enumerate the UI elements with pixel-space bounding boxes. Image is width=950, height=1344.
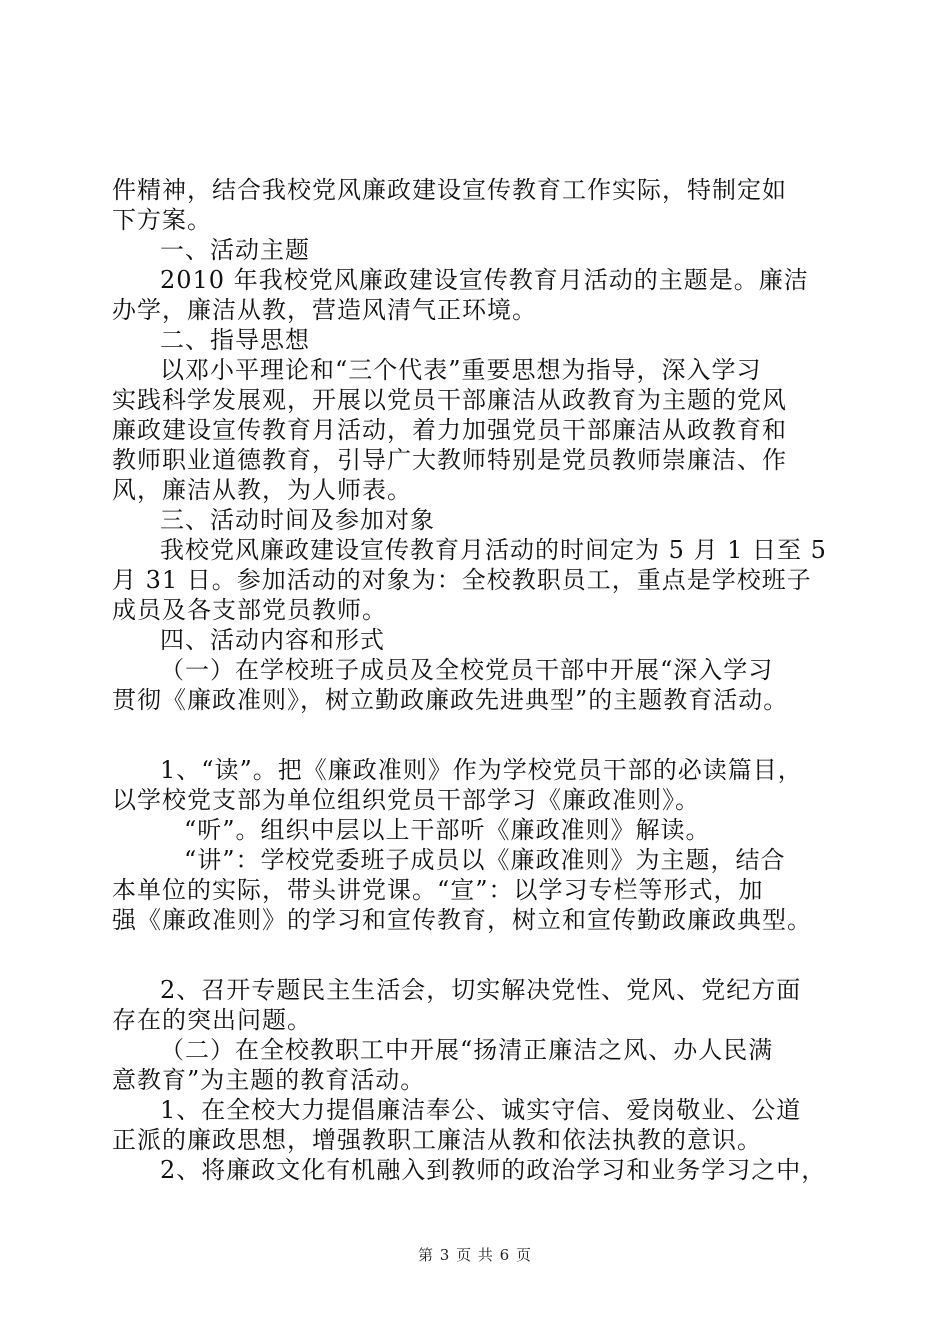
text-line: 办学，廉洁从教，营造风清气正环境。	[112, 296, 537, 324]
paragraph-gap	[112, 935, 850, 975]
text-line: 我校党风廉政建设宣传教育月活动的时间定为 5 月 1 日至 5	[160, 536, 827, 564]
text-line: 三、活动时间及参加对象	[160, 506, 435, 534]
document-body	[112, 175, 850, 1185]
page-footer: 第 3 页 共 6 页	[418, 1246, 532, 1264]
text-line: 实践科学发展观，开展以党员干部廉洁从政教育为主题的党风	[112, 386, 787, 414]
text-line: 件精神，结合我校党风廉政建设宣传教育工作实际，特制定如	[112, 176, 787, 204]
text-line: 一、活动主题	[160, 236, 310, 264]
text-line: （二）在全校教职工中开展“扬清正廉洁之风、办人民满	[160, 1036, 774, 1064]
text-line: “讲”：学校党委班子成员以《廉政准则》为主题，结合	[184, 846, 786, 874]
text-line: 贯彻《廉政准则》，树立勤政廉政先进典型”的主题教育活动。	[112, 686, 789, 714]
text-line: 教师职业道德教育，引导广大教师特别是党员教师崇廉洁、作	[112, 446, 787, 474]
paragraph-gap	[112, 715, 850, 755]
text-line: 风，廉洁从教，为人师表。	[112, 476, 412, 504]
text-line: 强《廉政准则》的学习和宣传教育，树立和宣传勤政廉政典型。	[112, 906, 812, 934]
text-line: 成员及各支部党员教师。	[112, 596, 387, 624]
text-line: 2010 年我校党风廉政建设宣传教育月活动的主题是。廉洁	[160, 266, 809, 294]
text-line: 存在的突出问题。	[112, 1006, 312, 1034]
text-line: 四、活动内容和形式	[160, 626, 385, 654]
text-line: 二、指导思想	[160, 326, 310, 354]
text-line: 1、在全校大力提倡廉洁奉公、诚实守信、爱岗敬业、公道	[160, 1096, 802, 1124]
text-line: 以邓小平理论和“三个代表”重要思想为指导，深入学习	[160, 356, 762, 384]
text-line: 下方案。	[112, 206, 212, 234]
text-line: 以学校党支部为单位组织党员干部学习《廉政准则》。	[112, 786, 700, 814]
text-line: 本单位的实际，带头讲党课。“宣”：以学习专栏等形式，加	[112, 876, 764, 904]
text-line: 1、“读”。把《廉政准则》作为学校党员干部的必读篇目，	[160, 756, 803, 784]
text-line: 2、召开专题民主生活会，切实解决党性、党风、党纪方面	[160, 976, 802, 1004]
text-line: “听”。组织中层以上干部听《廉政准则》解读。	[184, 816, 711, 844]
text-line: 意教育”为主题的教育活动。	[112, 1066, 426, 1094]
text-line: 2、将廉政文化有机融入到教师的政治学习和业务学习之中，	[160, 1156, 827, 1184]
text-line: 正派的廉政思想，增强教职工廉洁从教和依法执教的意识。	[112, 1126, 762, 1154]
text-line: 月 31 日。参加活动的对象为：全校教职员工，重点是学校班子	[112, 566, 812, 594]
text-line: 廉政建设宣传教育月活动，着力加强党员干部廉洁从政教育和	[112, 416, 787, 444]
text-line: （一）在学校班子成员及全校党员干部中开展“深入学习	[160, 656, 774, 684]
